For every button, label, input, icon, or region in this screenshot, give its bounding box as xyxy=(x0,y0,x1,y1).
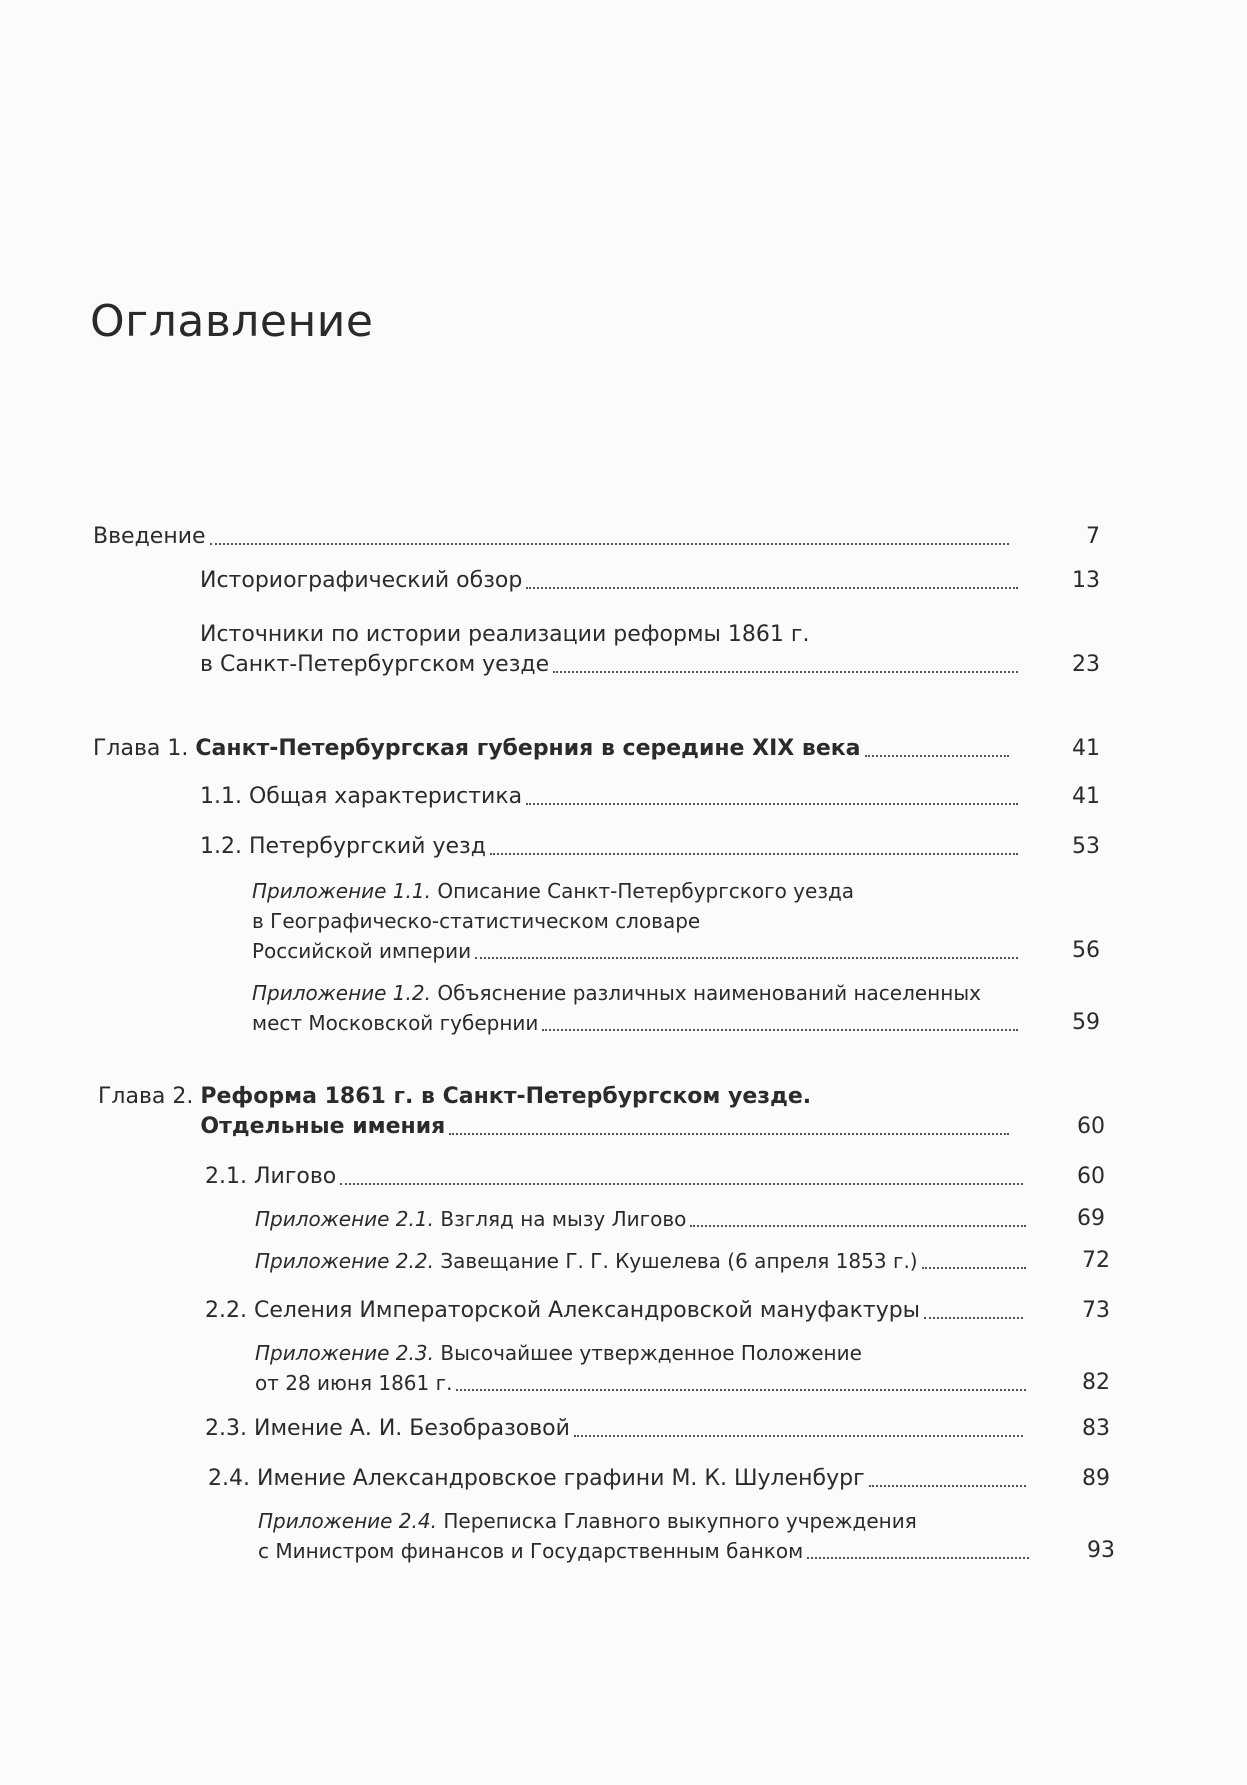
toc-entry-introduction[interactable] xyxy=(93,522,1013,552)
toc-entry-appendix-2-2[interactable] xyxy=(255,1246,1030,1276)
toc-entry-line: Объяснение различных наименований населенных xyxy=(437,981,981,1005)
toc-entry-line: Высочайшее утвержденное Положение xyxy=(440,1341,862,1365)
toc-entry-2-3[interactable] xyxy=(205,1414,1027,1444)
section-number: 1.1. xyxy=(200,784,242,809)
toc-page-number: 82 xyxy=(1082,1370,1110,1395)
leader-dots xyxy=(807,1557,1029,1559)
toc-entry-label: Взгляд на мызу Лигово xyxy=(440,1207,687,1231)
appendix-label: Приложение 2.1. xyxy=(255,1207,434,1231)
toc-page-number: 41 xyxy=(1072,736,1100,761)
toc-entry-label: Имение А. И. Безобразовой xyxy=(253,1416,570,1441)
toc-entry-label: Имение Александровское графини М. К. Шуленбург xyxy=(256,1466,865,1491)
toc-entry-appendix-2-1[interactable] xyxy=(255,1204,1030,1234)
toc-entry-label: Отдельные имения xyxy=(200,1114,446,1139)
toc-page-number: 73 xyxy=(1082,1298,1110,1323)
toc-entry-line: Описание Санкт-Петербургского уезда xyxy=(437,879,855,903)
leader-dots xyxy=(210,543,1009,545)
appendix-label: Приложение 1.2. xyxy=(252,981,431,1005)
appendix-label: Приложение 2.2. xyxy=(255,1249,434,1273)
toc-entry-label: Селения Императорской Александровской мануфактуры xyxy=(253,1298,921,1323)
leader-dots xyxy=(490,853,1018,855)
toc-entry-2-4[interactable] xyxy=(208,1464,1030,1494)
toc-page-number: 41 xyxy=(1072,784,1100,809)
toc-entry-line: Реформа 1861 г. в Санкт-Петербургском уезде. xyxy=(200,1084,812,1109)
toc-entry-appendix-1-1[interactable] xyxy=(252,876,1022,966)
chapter-number: Глава 2. xyxy=(98,1084,194,1109)
toc-page-number: 83 xyxy=(1082,1416,1110,1441)
toc-entry-label: от 28 июня 1861 г. xyxy=(255,1371,453,1395)
toc-entry-label: Введение xyxy=(93,524,206,549)
toc-entry-label: Историографический обзор xyxy=(200,568,523,593)
section-number: 2.4. xyxy=(208,1466,250,1491)
toc-page-number: 53 xyxy=(1072,834,1100,859)
toc-entry-1-2[interactable] xyxy=(200,832,1022,862)
toc-page-number: 93 xyxy=(1087,1538,1115,1563)
toc-entry-chapter-1[interactable] xyxy=(93,734,1013,764)
toc-page-number: 59 xyxy=(1072,1010,1100,1035)
toc-entry-appendix-1-2[interactable] xyxy=(252,978,1022,1038)
toc-entry-label: Общая характеристика xyxy=(248,784,523,809)
toc-entry-2-1[interactable] xyxy=(205,1162,1027,1192)
toc-entry-label: Санкт-Петербургская губерния в середине XIX века xyxy=(195,736,861,761)
appendix-label: Приложение 2.4. xyxy=(258,1509,437,1533)
appendix-label: Приложение 2.3. xyxy=(255,1341,434,1365)
toc-page-number: 60 xyxy=(1077,1164,1105,1189)
leader-dots xyxy=(574,1435,1023,1437)
toc-entry-label: мест Московской губернии xyxy=(252,1011,539,1035)
section-number: 1.2. xyxy=(200,834,242,859)
toc-page-number: 56 xyxy=(1072,938,1100,963)
toc-page-number: 72 xyxy=(1082,1248,1110,1273)
leader-dots xyxy=(449,1133,1009,1135)
leader-dots xyxy=(924,1317,1023,1319)
toc-entry-appendix-2-3[interactable] xyxy=(255,1338,1030,1398)
toc-entry-sources[interactable] xyxy=(200,620,1022,680)
toc-entry-line: Источники по истории реализации реформы 1861 г. xyxy=(200,622,810,647)
toc-page-number: 7 xyxy=(1086,524,1100,549)
toc-entry-line: в Географическо-статистическом словаре xyxy=(252,909,701,933)
toc-entry-2-2[interactable] xyxy=(205,1296,1027,1326)
leader-dots xyxy=(475,957,1018,959)
leader-dots xyxy=(553,671,1018,673)
toc-entry-historiography[interactable] xyxy=(200,566,1022,596)
leader-dots xyxy=(922,1267,1026,1269)
leader-dots xyxy=(526,587,1018,589)
toc-entry-label: Лигово xyxy=(253,1164,337,1189)
chapter-number: Глава 1. xyxy=(93,736,189,761)
section-number: 2.2. xyxy=(205,1298,247,1323)
toc-page-number: 89 xyxy=(1082,1466,1110,1491)
leader-dots xyxy=(869,1485,1026,1487)
toc-entry-appendix-2-4[interactable] xyxy=(258,1506,1033,1566)
toc-entry-label: в Санкт-Петербургском уезде xyxy=(200,652,550,677)
leader-dots xyxy=(456,1389,1026,1391)
toc-entry-line: Переписка Главного выкупного учреждения xyxy=(443,1509,917,1533)
appendix-label: Приложение 1.1. xyxy=(252,879,431,903)
toc-entry-label: с Министром финансов и Государственным банком xyxy=(258,1539,804,1563)
toc-entry-1-1[interactable] xyxy=(200,782,1022,812)
toc-page-number: 23 xyxy=(1072,652,1100,677)
toc-entry-label: Петербургский уезд xyxy=(248,834,486,859)
section-number: 2.3. xyxy=(205,1416,247,1441)
page-title: Оглавление xyxy=(90,296,374,347)
toc-page-number: 60 xyxy=(1077,1114,1105,1139)
leader-dots xyxy=(542,1029,1018,1031)
leader-dots xyxy=(340,1183,1023,1185)
toc-page-number: 13 xyxy=(1072,568,1100,593)
toc-entry-chapter-2[interactable] xyxy=(98,1082,1013,1142)
toc-page-number: 69 xyxy=(1077,1206,1105,1231)
leader-dots xyxy=(526,803,1018,805)
leader-dots xyxy=(690,1225,1026,1227)
section-number: 2.1. xyxy=(205,1164,247,1189)
toc-entry-label: Завещание Г. Г. Кушелева (6 апреля 1853 г.) xyxy=(440,1249,918,1273)
toc-entry-label: Российской империи xyxy=(252,939,472,963)
leader-dots xyxy=(865,755,1009,757)
